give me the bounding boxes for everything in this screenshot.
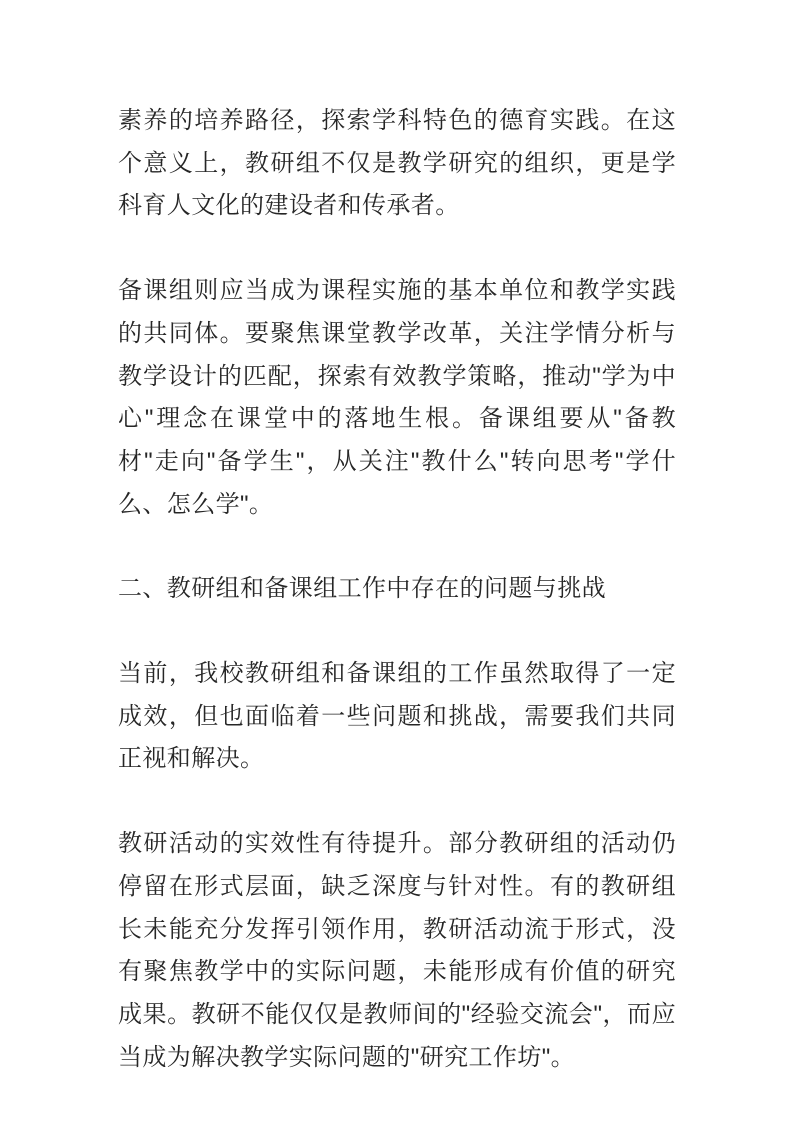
paragraph: 当前，我校教研组和备课组的工作虽然取得了一定成效，但也面临着一些问题和挑战，需要我们共同正视和解决。 [118,660,676,773]
section-heading: 二、教研组和备课组工作中存在的问题与挑战 [118,575,606,603]
paragraph: 备课组则应当成为课程实施的基本单位和教学实践的共同体。要聚焦课堂教学改革，关注学情分析与教学设计的匹配，探索有效教学策略，推动"学为中心"理念在课堂中的落地生根。备课组要从"备教材"走向"备学生"，从关注"教什么"转向思考"学什么、怎么学"。 [118,277,676,518]
paragraph: 素养的培养路径，探索学科特色的德育实践。在这个意义上，教研组不仅是教学研究的组织，更是学科育人文化的建设者和传承者。 [118,107,676,220]
paragraph: 教研活动的实效性有待提升。部分教研组的活动仍停留在形式层面，缺乏深度与针对性。有的教研组长未能充分发挥引领作用，教研活动流于形式，没有聚焦教学中的实际问题，未能形成有价值的研究成果。教研不能仅仅是教师间的"经验交流会"，而应当成为解决教学实际问题的"研究工作坊"。 [118,830,676,1071]
